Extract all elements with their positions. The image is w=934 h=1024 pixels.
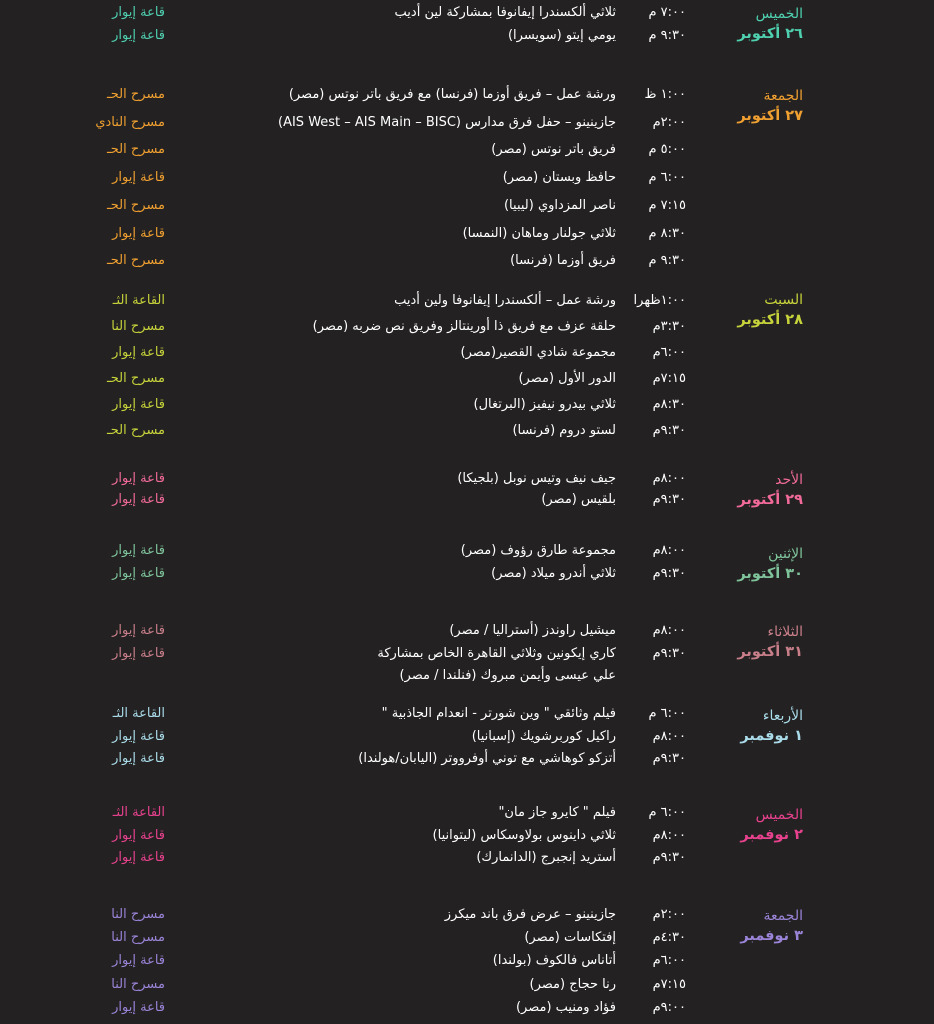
- event-title: ناصر المزداوي (ليبيا): [503, 197, 616, 213]
- event-row: [0, 316, 934, 338]
- event-time: ٩:٣٠م: [652, 751, 686, 766]
- event-row: [0, 195, 934, 217]
- event-title: ميشيل راوندز (أستراليا / مصر): [449, 623, 616, 638]
- day-name: الجمعة: [763, 88, 803, 104]
- event-venue: قاعة إيوار: [112, 646, 165, 661]
- event-time: ١:٠٠ظهرا: [633, 293, 686, 308]
- event-venue: قاعة إيوار: [112, 850, 165, 865]
- event-title: راكيل كوربرشويك (إسبانيا): [471, 728, 616, 744]
- event-time: ٩:٣٠م: [652, 492, 686, 507]
- event-venue: القاعة الثـ: [112, 293, 165, 308]
- event-time: ٣:٣٠م: [652, 319, 686, 334]
- event-venue: قاعة إيوار: [112, 170, 165, 186]
- event-row: [0, 974, 934, 996]
- event-row: [0, 112, 934, 134]
- day-name: الخميس: [755, 807, 803, 823]
- event-row: [0, 250, 934, 272]
- event-venue: مسرح النادي: [95, 114, 165, 130]
- day-name: الجمعة: [763, 908, 803, 924]
- event-time: ٧:١٥م: [652, 371, 686, 386]
- event-time: ٩:٣٠م: [652, 850, 686, 865]
- event-time: ٨:٠٠م: [652, 623, 686, 638]
- day-date: ٣ نوفمبر: [740, 928, 803, 944]
- event-row: [0, 25, 934, 47]
- event-row: [0, 563, 934, 585]
- event-venue: قاعة إيوار: [112, 471, 165, 486]
- day-date: ٢٧ أكتوبر: [737, 108, 803, 124]
- event-title: فؤاد ومنيب (مصر): [515, 999, 616, 1015]
- event-venue: قاعة إيوار: [112, 566, 165, 581]
- day-name: الخميس: [755, 6, 803, 22]
- event-venue: قاعة إيوار: [112, 953, 165, 969]
- event-venue: مسرح الحـ: [106, 87, 165, 102]
- event-time: ٧:٠٠ م: [648, 5, 686, 20]
- event-time: ٨:٣٠م: [652, 397, 686, 412]
- event-venue: مسرح الحـ: [106, 142, 165, 158]
- day-name: الإثنين: [768, 546, 803, 562]
- event-title: حلقة عزف مع فريق ذا أورينتالز وفريق نص ضربه (مصر): [312, 319, 616, 334]
- event-title: مجموعة طارق رؤوف (مصر): [460, 543, 616, 558]
- event-row: [0, 394, 934, 416]
- event-title: فريق باتر نوتس (مصر): [491, 142, 616, 158]
- event-time: ٦:٠٠ م: [648, 805, 686, 820]
- event-title: جازينينو – عرض فرق باند ميكرز: [444, 907, 616, 922]
- event-venue: قاعة إيوار: [112, 751, 165, 766]
- day-name: الأحد: [775, 472, 803, 488]
- day-date: ٢٨ أكتوبر: [737, 312, 803, 328]
- event-venue: قاعة إيوار: [112, 28, 165, 43]
- day-date: ٣١ أكتوبر: [737, 644, 803, 660]
- event-venue: مسرح النا: [111, 930, 165, 946]
- event-venue: مسرح الحـ: [106, 423, 165, 438]
- day-date: ٢٦ أكتوبر: [737, 26, 803, 42]
- event-row: [0, 468, 934, 490]
- event-venue: قاعة إيوار: [112, 5, 165, 20]
- event-row: [0, 950, 934, 972]
- day-name: السبت: [764, 292, 803, 308]
- event-time: ١:٠٠ ظ: [644, 87, 686, 102]
- event-row: [0, 726, 934, 748]
- event-title: مجموعة شادي القصير(مصر): [460, 345, 616, 360]
- event-time: ٨:٠٠م: [652, 728, 686, 744]
- event-time: ٥:٠٠ م: [648, 142, 686, 158]
- event-row: [0, 847, 934, 869]
- event-venue: قاعة إيوار: [112, 999, 165, 1015]
- event-time: ٢:٠٠م: [652, 114, 686, 130]
- event-title: يومي إيتو (سويسرا): [507, 28, 616, 43]
- event-venue: قاعة إيوار: [112, 397, 165, 412]
- event-title: ثلاثي أندرو ميلاد (مصر): [491, 566, 616, 581]
- event-title: كاري إيكونين وثلاثي القاهرة الخاص بمشاركة: [377, 646, 616, 661]
- event-time: ٦:٠٠ م: [648, 706, 686, 721]
- day-date: ٢٩ أكتوبر: [737, 492, 803, 508]
- event-row: [0, 2, 934, 24]
- event-title: فيلم " كايرو جاز مان": [498, 805, 616, 820]
- event-row: [0, 703, 934, 725]
- event-venue: مسرح الحـ: [106, 253, 165, 269]
- event-title: بلقيس (مصر): [541, 492, 616, 507]
- event-title-continued: علي عيسى وأيمن مبروك (فنلندا / مصر): [399, 668, 616, 683]
- event-row: [0, 139, 934, 161]
- event-time: ٧:١٥ م: [648, 197, 686, 213]
- event-venue: قاعة إيوار: [112, 345, 165, 360]
- event-row: [0, 643, 934, 683]
- event-row: [0, 748, 934, 770]
- event-time: ٦:٠٠ م: [648, 170, 686, 186]
- event-row: [0, 802, 934, 824]
- event-title: رنا حجاج (مصر): [529, 976, 616, 992]
- event-row: [0, 825, 934, 847]
- event-row: [0, 904, 934, 926]
- event-venue: مسرح النا: [111, 976, 165, 992]
- event-row: [0, 620, 934, 642]
- event-venue: القاعة الثـ: [112, 805, 165, 820]
- event-time: ٩:٣٠ م: [648, 28, 686, 43]
- day-date: ٢ نوفمبر: [740, 827, 803, 843]
- event-title: لستو دروم (فرنسا): [512, 423, 616, 438]
- event-time: ٩:٣٠م: [652, 646, 686, 661]
- event-time: ٦:٠٠م: [652, 953, 686, 969]
- event-row: [0, 540, 934, 562]
- event-venue: مسرح الحـ: [106, 371, 165, 386]
- event-venue: قاعة إيوار: [112, 728, 165, 744]
- event-row: [0, 420, 934, 442]
- event-venue: مسرح الحـ: [106, 197, 165, 213]
- event-title: أتزكو كوهاشي مع توني أوفرووتر (اليابان/هولندا): [358, 751, 616, 766]
- event-time: ٩:٣٠م: [652, 423, 686, 438]
- event-venue: قاعة إيوار: [112, 827, 165, 843]
- event-row: [0, 927, 934, 949]
- event-time: ٧:١٥م: [652, 976, 686, 992]
- day-date: ١ نوفمبر: [740, 728, 803, 744]
- event-row: [0, 489, 934, 511]
- event-title: ورشة عمل – فريق أوزما (فرنسا) مع فريق باتر نوتس (مصر): [288, 87, 616, 102]
- event-title: فيلم وثائقي " وين شورتر - انعدام الجاذبية ": [381, 706, 616, 721]
- event-time: ٨:٠٠م: [652, 827, 686, 843]
- event-title: ثلاثي جولنار وماهان (النمسا): [462, 225, 616, 241]
- event-row: [0, 368, 934, 390]
- event-title: ثلاثي ألكسندرا إيفانوفا بمشاركة لين أديب: [394, 5, 616, 20]
- event-time: ٨:٠٠م: [652, 543, 686, 558]
- event-time: ٩:٣٠م: [652, 566, 686, 581]
- day-name: الثلاثاء: [767, 624, 803, 640]
- event-venue: قاعة إيوار: [112, 623, 165, 638]
- event-venue: قاعة إيوار: [112, 543, 165, 558]
- event-venue: مسرح النا: [111, 319, 165, 334]
- event-title: ثلاثي بيدرو نيفيز (البرتغال): [473, 397, 616, 412]
- event-venue: مسرح النا: [111, 907, 165, 922]
- event-venue: قاعة إيوار: [112, 492, 165, 507]
- event-time: ٩:٠٠م: [652, 999, 686, 1015]
- event-row: [0, 290, 934, 312]
- event-row: [0, 342, 934, 364]
- event-title: فريق أوزما (فرنسا): [510, 253, 616, 269]
- event-time: ٩:٣٠ م: [648, 253, 686, 269]
- event-time: ٨:٠٠م: [652, 471, 686, 486]
- event-title: ثلاثي داينوس بولاوسكاس (ليتوانيا): [432, 827, 616, 843]
- event-venue: قاعة إيوار: [112, 225, 165, 241]
- event-row: [0, 167, 934, 189]
- event-title: إفتكاسات (مصر): [524, 930, 616, 946]
- day-date: ٣٠ أكتوبر: [737, 566, 803, 582]
- event-row: [0, 997, 934, 1019]
- event-title: حافظ وبستان (مصر): [502, 170, 616, 186]
- event-title: الدور الأول (مصر): [518, 371, 616, 386]
- event-title: جازينينو – حفل فرق مدارس (AIS West – AIS Main – BISC): [278, 114, 616, 130]
- event-time: ٦:٠٠م: [652, 345, 686, 360]
- event-title: جيف نيف وتيس نوبل (بلجيكا): [457, 471, 616, 486]
- event-title: أتاناس فالكوف (بولندا): [492, 953, 616, 969]
- event-row: [0, 223, 934, 245]
- day-name: الأربعاء: [762, 708, 803, 724]
- event-row: [0, 84, 934, 106]
- event-time: ٨:٣٠ م: [648, 225, 686, 241]
- event-time: ٤:٣٠م: [652, 930, 686, 946]
- event-title: ورشة عمل – ألكسندرا إيفانوفا ولين أديب: [394, 293, 616, 308]
- event-time: ٢:٠٠م: [652, 907, 686, 922]
- event-venue: القاعة الثـ: [112, 706, 165, 721]
- event-title: أستريد إنجبرج (الدانمارك): [476, 850, 616, 865]
